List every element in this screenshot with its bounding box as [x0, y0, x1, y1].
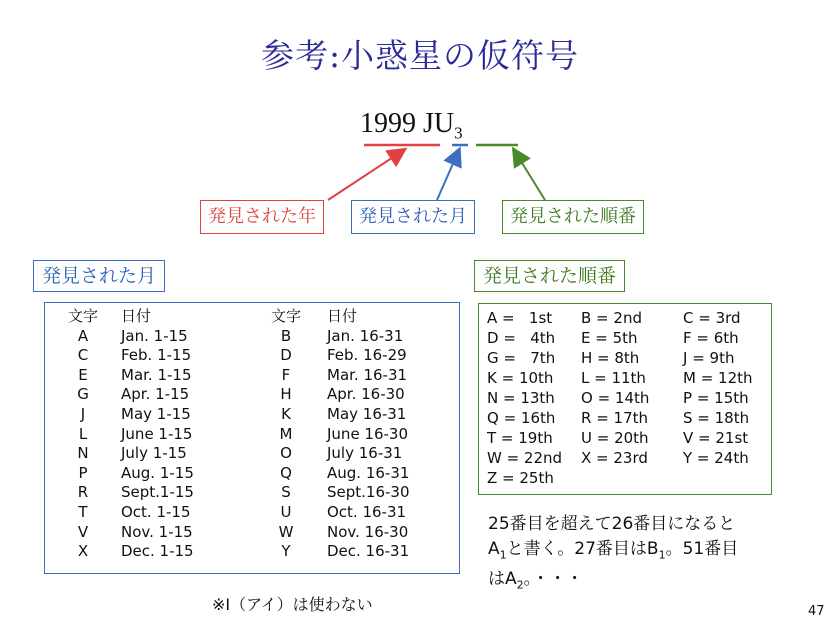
month-table-cell: Nov. 16-30 — [327, 522, 409, 541]
month-table-cell: Aug. 1-15 — [121, 463, 194, 482]
month-table-cell: June 1-15 — [121, 424, 193, 443]
order-table-cell: Y = 24th — [683, 449, 749, 467]
month-table-cell: Feb. 16-29 — [327, 346, 407, 365]
month-col-letter-1 — [59, 307, 107, 562]
month-table-cell: Dec. 1-15 — [121, 542, 194, 561]
month-table-cell: Oct. 16-31 — [327, 502, 407, 521]
month-table-cell: K — [281, 404, 291, 423]
order-table-cell: W = 22nd — [487, 449, 563, 467]
month-table-cell: Jan. 16-31 — [327, 326, 404, 345]
order-table-cell: P = 15th — [683, 389, 749, 407]
month-table-cell: Aug. 16-31 — [327, 463, 410, 482]
month-table-cell: June 16-30 — [327, 424, 409, 443]
order-table-cell: Z = 25th — [487, 469, 554, 487]
order-arrow — [514, 150, 545, 200]
order-table-cell: F = 6th — [683, 329, 739, 347]
month-table — [44, 302, 460, 574]
order-table-cell: O = 14th — [581, 389, 650, 407]
note-line-1: 25番目を超えて26番目になると — [488, 514, 736, 534]
month-table-cell: Apr. 16-30 — [327, 385, 405, 404]
month-table-cell: May 16-31 — [327, 404, 407, 423]
month-table-cell: P — [78, 463, 88, 482]
month-table-cell: Q — [280, 463, 292, 482]
month-table-cell: A — [77, 326, 89, 345]
month-table-cell: Feb. 1-15 — [121, 346, 192, 365]
month-table-cell: Y — [281, 542, 291, 561]
order-table-cell: V = 21st — [683, 429, 749, 447]
month-table-cell: M — [279, 424, 293, 443]
designation-subscript: 3 — [454, 123, 463, 143]
month-col-date-2 — [327, 307, 410, 562]
month-table-cell: Nov. 1-15 — [121, 522, 193, 541]
order-table-cell: S = 18th — [683, 409, 750, 427]
order-table-cell: X = 23rd — [581, 449, 648, 467]
page-title: 参考:小惑星の仮符号 — [260, 36, 580, 75]
month-table-cell: W — [278, 522, 294, 541]
month-table-cell: N — [77, 444, 89, 463]
month-table-cell: U — [280, 502, 292, 521]
note-line-2: $A_1$と書く。27番目は$B_1$。51番目 — [488, 539, 739, 562]
month-table-cell: G — [77, 385, 89, 404]
month-table-cell: Mar. 16-31 — [327, 365, 408, 384]
month-table-cell: O — [280, 444, 292, 463]
designation-main: 1999 JU — [360, 108, 455, 139]
month-table-cell: R — [77, 483, 89, 502]
subscript-note — [488, 512, 808, 598]
month-table-cell: X — [77, 542, 89, 561]
order-table-cell: E = 5th — [581, 329, 638, 347]
footnote: ※I（アイ）は使わない — [212, 595, 373, 614]
month-table-header: 文字 — [67, 307, 98, 325]
month-table-cell: Apr. 1-15 — [121, 385, 190, 404]
month-table-heading: 発見された月 — [33, 260, 165, 292]
note-line-3: は$A_2$。・・・ — [488, 569, 584, 592]
month-table-cell: F — [281, 365, 291, 384]
order-table-cell: A = 1st — [487, 309, 553, 327]
month-table-cell: Mar. 1-15 — [121, 365, 192, 384]
month-table-header: 日付 — [327, 307, 358, 325]
order-table-cell: N = 13th — [487, 389, 555, 407]
month-col-date-1 — [121, 307, 194, 562]
month-table-header: 日付 — [121, 307, 152, 325]
month-table-cell: V — [77, 522, 89, 541]
order-table-cell: T = 19th — [487, 429, 553, 447]
month-table-cell: May 1-15 — [121, 404, 191, 423]
month-table-cell: S — [281, 483, 291, 502]
month-col-letter-2 — [263, 307, 309, 562]
label-discovery-year: 発見された年 — [200, 200, 324, 234]
order-table-cell: L = 11th — [581, 369, 646, 387]
order-table-cell: M = 12th — [683, 369, 753, 387]
month-table-cell: Jan. 1-15 — [121, 326, 188, 345]
order-table — [478, 303, 772, 495]
order-table-cell: R = 17th — [581, 409, 649, 427]
year-arrow — [328, 150, 404, 200]
month-table-cell: T — [78, 502, 88, 521]
month-table-cell: E — [78, 365, 88, 384]
month-table-cell: L — [78, 424, 88, 443]
month-arrow — [437, 150, 459, 200]
month-table-cell: Sept.1-15 — [121, 483, 194, 502]
order-table-heading: 発見された順番 — [474, 260, 625, 292]
order-table-cell: H = 8th — [581, 349, 640, 367]
order-table-cell: G = 7th — [487, 349, 556, 367]
page-number: 47 — [808, 604, 825, 619]
label-discovery-order: 発見された順番 — [502, 200, 644, 234]
month-table-cell: Sept.16-30 — [327, 483, 410, 502]
label-discovery-month: 発見された月 — [351, 200, 475, 234]
order-table-cell: D = 4th — [487, 329, 556, 347]
month-table-cell: July 1-15 — [121, 444, 187, 463]
month-table-cell: Dec. 16-31 — [327, 542, 410, 561]
order-table-cell: Q = 16th — [487, 409, 556, 427]
month-table-header: 文字 — [270, 307, 301, 325]
order-table-cell: K = 10th — [487, 369, 554, 387]
month-table-cell: C — [77, 346, 89, 365]
month-table-cell: J — [80, 404, 86, 423]
order-table-cell: U = 20th — [581, 429, 649, 447]
month-table-cell: B — [280, 326, 292, 345]
order-table-cell: J = 9th — [683, 349, 735, 367]
month-table-cell: H — [280, 385, 292, 404]
order-table-cell: C = 3rd — [683, 309, 741, 327]
month-table-cell: Oct. 1-15 — [121, 502, 191, 521]
month-table-cell: July 16-31 — [327, 444, 403, 463]
order-table-cell: B = 2nd — [581, 309, 642, 327]
month-table-cell: D — [280, 346, 292, 365]
